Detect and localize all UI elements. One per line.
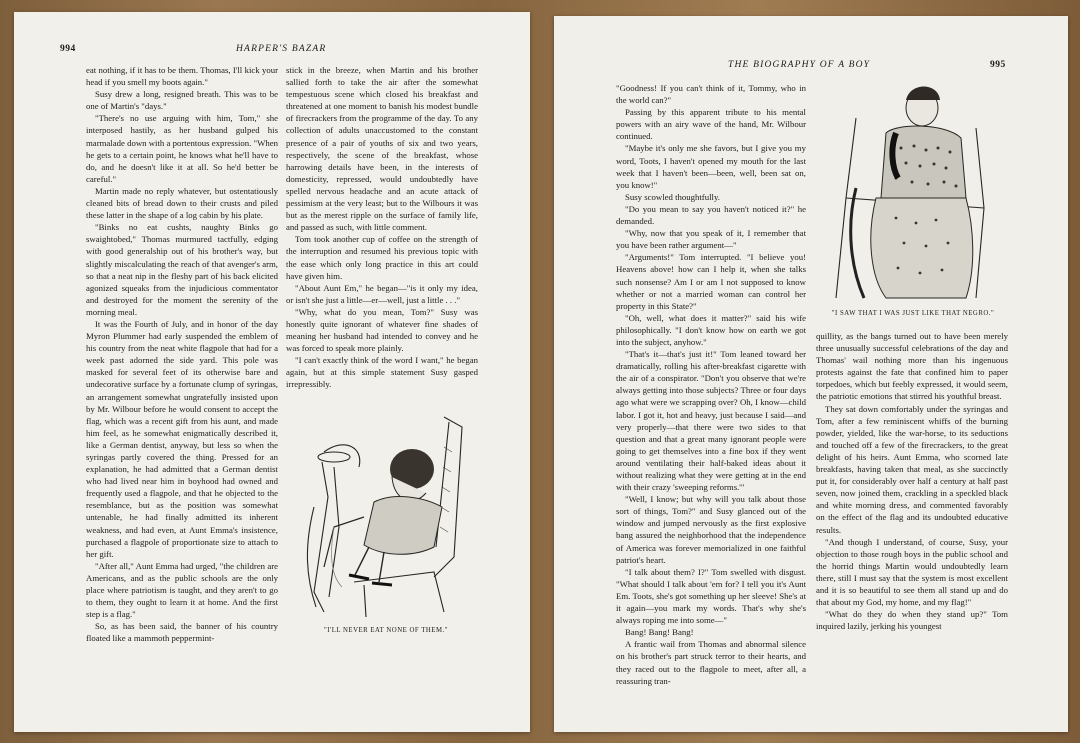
paragraph: stick in the breeze, when Martin and his brother sallied forth to take the air after the somewhat tempestuous scene which closed his breakfast and threatened at one moment to banish his modest bundle of firecrackers from the programme of the day. To any collection of adults unaccustomed to the constant presence of a pair of youths of six and two years, respectively, the scene of the breakfast, whose harrowing details have been, in the interests of domesticity, repressed, would undoubtedly have spelled nervous headache and an acute attack of pessimism at the very least; but to the Wilbours it was but as the merest ripple on the surface of family life, and passed as such, with little comment. (286, 65, 478, 233)
paragraph: "After all," Aunt Emma had urged, "the children are Americans, and as the public schools are the only place where patriotism is taught, and they aren't to go to them, they ought to learn it at home. And the first step is a flag." (86, 560, 278, 620)
paragraph: "Oh, well, what does it matter?" said his wife philosophically. "I don't know how on earth we got into the subject, anyhow." (616, 312, 806, 347)
left-column-1 (86, 64, 278, 645)
paragraph: eat nothing, if it has to be them. Thomas, I'll kick your head if you smell my boots again." (86, 65, 278, 88)
paragraph: Martin made no reply whatever, but ostentatiously cleaned bits of bread down to their crusts and piled these latter in the shape of a log cabin by his plate. (86, 185, 278, 221)
paragraph: quillity, as the bangs turned out to have been merely three unusually successful celebrations of the day and Thomas' wail nothing more than his ingenuous protests against the fate that confined him to paper torpedoes, which but feebly expressed, it would seem, the patriotic emotions that stirred his youthful breast. (816, 331, 1008, 402)
paragraph: "What do they do when they stand up?" Tom inquired lazily, jerking his youngest (816, 609, 1008, 632)
aunt-in-chair-illustration (826, 78, 994, 304)
illustration-caption: "I'LL NEVER EAT NONE OF THEM." (324, 627, 448, 634)
paragraph: "Do you mean to say you haven't noticed it?" he demanded. (616, 203, 806, 227)
page-number: 995 (990, 60, 1006, 70)
paragraph: "Why, now that you speak of it, I remember that you have been rather argument—" (616, 228, 806, 251)
paragraph: "About Aunt Em," he began—"is it only my idea, or isn't she just a little—er—well, just a little . . ." (286, 282, 478, 305)
paragraph: Susy scowled thoughtfully. (625, 191, 720, 202)
paragraph: Tom took another cup of coffee on the strength of the interruption and resumed his previous topic with the ease which only long practice in this art could have given him. (286, 234, 478, 281)
paragraph: "Why, what do you mean, Tom?" Susy was honestly quite ignorant of whatever fine shades of meaning her husband had intended to convey and he was forced to speak more plainly. (286, 306, 478, 354)
boy-in-chair-illustration (294, 407, 474, 622)
paragraph: Passing by this apparent tribute to his mental powers with an airy wave of the hand, Mr. Wilbour continued. (616, 107, 806, 142)
right-page (554, 16, 1068, 732)
paragraph: "Arguments!" Tom interrupted. "I believe you! Heavens above! how can I help it, when she talks such nonsense? Am I or am I not supposed to know whether or not a married woman can control her property in this State?" (616, 252, 806, 311)
paragraph: A frantic wail from Thomas and abnormal silence on his brother's part struck terror to their hearts, and they raced out to the flagpole to meet, after all, a reassuring tran- (616, 639, 806, 686)
running-title: HARPER'S BAZAR (236, 44, 327, 54)
paragraph: "There's no use arguing with him, Tom," she interposed hastily, as her husband gulped his marmalade down with a portentous expression. "When he gets to a certain point, he knows what he'll have to do, and he doesn't like it at all. So he'd better be careful." (86, 113, 278, 184)
paragraph: "Goodness! If you can't think of it, Tommy, who in the world can?" (616, 83, 806, 106)
right-column-2 (816, 330, 1008, 632)
paragraph: They sat down comfortably under the syringas and Tom, after a few reminiscent whiffs of the burning powder, yielded, like the war-horse, to its seductions and touched off a few of the firecrackers, to the great delight of his heirs. Aunt Emma, who scorned late breakfasts, having taken that meal, as she succinctly put it, for considerably over half a century at half past seven, now joined them, crackling in a speckled black and white morning dress, and commented favorably on the effect of the flag and its undoubted educative results. (816, 403, 1008, 535)
paragraph: "That's it—that's just it!" Tom leaned toward her dramatically, rolling his after-breakfast cigarette with the air of a conspirator. "Don't you observe that we're always getting into those subjects? Three or four days ago what were we scrapping over? Oh, I know—child labor. I got it, hot and heavy, just because I said—and very properly—that there were two sides to that question and that a great many ignorant people were going to get themselves into a fine box if they went around ventilating their half-baked ideas about it without realizing what they were getting at in the end with their crazy 'sweeping reforms.'" (616, 349, 806, 493)
paragraph: "Binks no eat cushts, naughty Binks go swaightobed," Thomas murmured tactfully, edging with good generalship out of his brother's way, but slightly miscalculating the reach of that avenger's arm, so that a neat nip in the fleshy part of his back elicited agonized squeaks from the injudicious commentator and destroyed for the moment the serenity of the morning meal. (86, 222, 278, 317)
paragraph: "I talk about them? I?" Tom swelled with disgust. "What should I talk about 'em for? I tell you it's Aunt Em. Toots, she's got something up her sleeve! She's at it again—you mark my words. That's why she's always roping me into some—" (616, 566, 806, 626)
left-page (14, 12, 530, 732)
paragraph: So, as has been said, the banner of his country floated like a mammoth peppermint- (86, 621, 278, 644)
paragraph: "Well, I know; but why will you talk about those sort of things, Tom?" and Susy glanced out of the window and jumped nervously as the first explosive bang assured the neighborhood that the independence of America was forever memorialized in one faithful patriot's heart. (616, 494, 806, 565)
paragraph: It was the Fourth of July, and in honor of the day Myron Plummer had early suspended the emblem of his country from the neat white flagpole that had for a week past adorned the side yard. This pole was masked for several feet of its otherwise bare and undecorative surface by a fortunate clump of syringas, an arrangement somewhat ungratefully insisted upon by Mr. Wilbour before he would consent to accept the flag, which was a recent gift from his aunt, and made him feel, as he somewhat enigmatically described it, like a German dentist, anyway, but less so when the syringas partly covered the thing. Pressed for an explanation, he had admitted that a German dentist who had lived near him in boyhood had owned and frequently used a flagpole, and that he objected to the resemblance, but as the position was somewhat untenable, he had finally admitted its inherent weakness, and had even, at Aunt Emma's insistence, purchased a flagpole of proportionate size to attach to her gift. (86, 318, 278, 559)
running-title: THE BIOGRAPHY OF A BOY (728, 60, 871, 70)
paragraph: Susy drew a long, resigned breath. This was to be one of Martin's "days." (86, 89, 278, 112)
left-column-2 (286, 64, 478, 391)
paragraph: "Maybe it's only me she favors, but I give you my word, Toots, I haven't opened my mouth for the last week that I haven't been—been, well, been sat on, you know!" (616, 143, 806, 190)
right-column-1 (616, 82, 806, 687)
paragraph: "And though I understand, of course, Susy, your objection to those rough boys in the public school and the horrid things Martin would undoubtedly learn there, still I must say that the system is most excellent and it is so beautiful to see them all stand up and do that about my God, my home, and my flag!" (816, 536, 1008, 608)
page-number: 994 (60, 44, 76, 54)
illustration-caption: "I SAW THAT I WAS JUST LIKE THAT NEGRO." (831, 310, 995, 317)
paragraph: "I can't exactly think of the word I want," he began again, but at this simple statement Susy gasped irrepressibly. (286, 355, 478, 390)
paragraph: Bang! Bang! Bang! (625, 627, 694, 638)
